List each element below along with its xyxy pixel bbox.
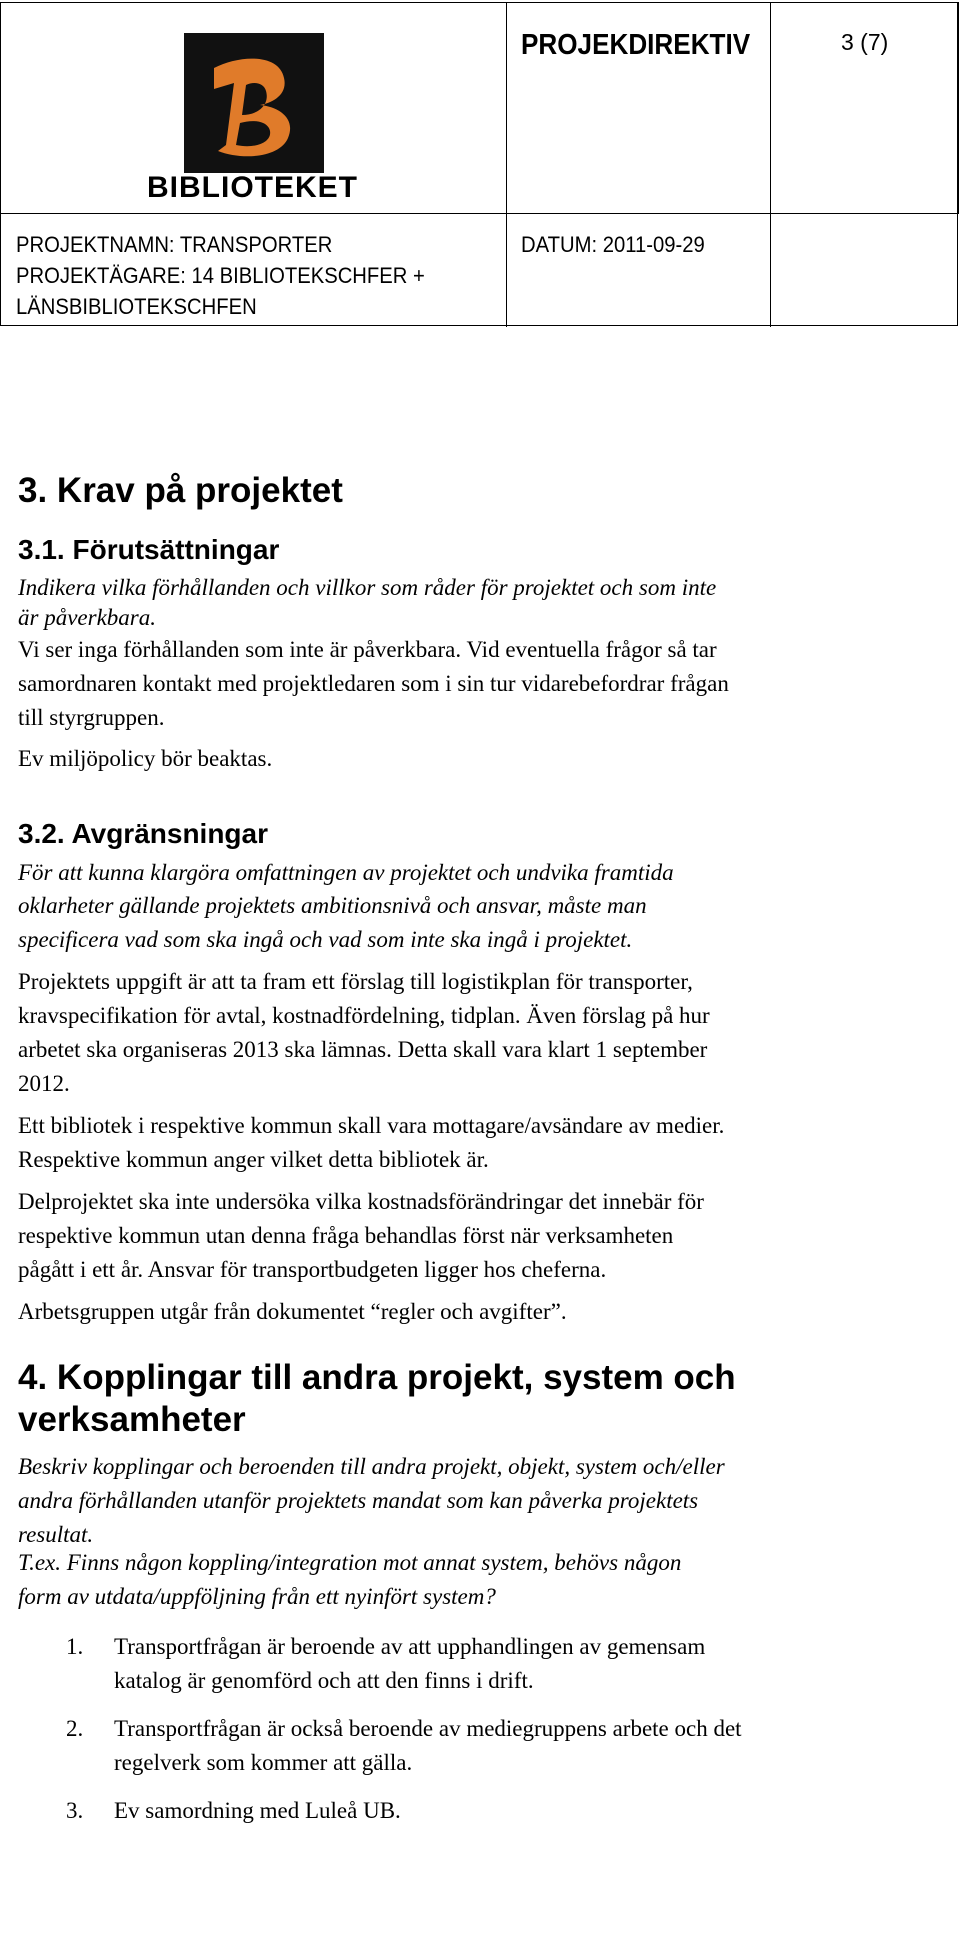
s32-instruction-line2: oklarheter gällande projektets ambitionsnivå och ansvar, måste man (18, 893, 647, 918)
doc-title-cell (506, 2, 771, 214)
list-item-line2: katalog är genomförd och att den finns i drift. (114, 1668, 534, 1693)
section-3-2-heading: 3.2. Avgränsningar (18, 818, 269, 849)
s32-para3-line1: Delprojektet ska inte undersöka vilka kostnadsförändringar det innebär för (18, 1189, 704, 1214)
list-item-line1: Transportfrågan är beroende av att upphandlingen av gemensam (114, 1634, 706, 1659)
s31-para1-line2: samordnaren kontakt med projektledaren som i sin tur vidarebefordrar frågan (18, 671, 729, 696)
s32-para1-line1: Projektets uppgift är att ta fram ett förslag till logistikplan för transporter, (18, 969, 693, 994)
list-item-line1: Transportfrågan är också beroende av mediegruppens arbete och det (114, 1716, 742, 1741)
s32-para4: Arbetsgruppen utgår från dokumentet “regler och avgifter”. (18, 1299, 567, 1324)
section-3-1-heading: 3.1. Förutsättningar (18, 534, 280, 565)
section-4-heading-line2: verksamheter (18, 1400, 246, 1439)
section-4-heading-line1: 4. Kopplingar till andra projekt, system och (18, 1358, 736, 1397)
s31-para1-line1: Vi ser inga förhållanden som inte är påverkbara. Vid eventuella frågor så tar (18, 637, 717, 662)
biblioteket-logo-mark (184, 33, 324, 173)
s32-instruction-line3: specificera vad som ska ingå och vad som inte ska ingå i projektet. (18, 927, 633, 952)
logo-cell (1, 3, 506, 213)
s32-instruction-line1: För att kunna klargöra omfattningen av projektet och undvika framtida (18, 860, 674, 885)
project-owner-line2: LÄNSBIBLIOTEKSCHFEN (16, 294, 257, 319)
page-indicator: 3 (7) (841, 29, 889, 55)
s4-instruction-line1: Beskriv kopplingar och beroenden till andra projekt, objekt, system och/eller (18, 1454, 725, 1479)
s32-para3-line3: pågått i ett år. Ansvar för transportbudgeten ligger hos cheferna. (18, 1257, 607, 1282)
s4-instruction-line5: form av utdata/uppföljning från ett nyinfört system? (18, 1584, 496, 1609)
list-item-number: 2. (66, 1716, 84, 1741)
s4-instruction-line3: resultat. (18, 1522, 94, 1547)
s31-para1-line3: till styrgruppen. (18, 705, 165, 730)
s32-para2-line2: Respektive kommun anger vilket detta bibliotek är. (18, 1147, 489, 1172)
b-letter-icon (184, 33, 324, 173)
list-item-line1: Ev samordning med Luleå UB. (114, 1798, 401, 1823)
project-name: PROJEKTNAMN: TRANSPORTER (16, 232, 333, 257)
s31-instruction-line2: är påverkbara. (18, 605, 156, 630)
s4-instruction-line2: andra förhållanden utanför projektets mandat som kan påverka projektets (18, 1488, 699, 1513)
s32-para2-line1: Ett bibliotek i respektive kommun skall vara mottagare/avsändare av medier. (18, 1113, 725, 1138)
document-header (0, 2, 958, 326)
section-3-heading: 3. Krav på projektet (18, 471, 343, 510)
document-date: DATUM: 2011-09-29 (521, 232, 705, 257)
s32-para1-line4: 2012. (18, 1071, 70, 1096)
s32-para1-line3: arbetet ska organiseras 2013 ska lämnas. Detta skall vara klart 1 september (18, 1037, 708, 1062)
s32-para3-line2: respektive kommun utan denna fråga behandlas först när verksamheten (18, 1223, 674, 1248)
list-item-number: 3. (66, 1798, 84, 1823)
project-owner-line1: PROJEKTÄGARE: 14 BIBLIOTEKSCHFER + (16, 263, 425, 288)
s32-para1-line2: kravspecifikation för avtal, kostnadfördelning, tidplan. Även förslag på hur (18, 1003, 710, 1028)
s4-instruction-line4: T.ex. Finns någon koppling/integration mot annat system, behövs någon (18, 1550, 682, 1575)
list-item-line2: regelverk som kommer att gälla. (114, 1750, 413, 1775)
s31-para2: Ev miljöpolicy bör beaktas. (18, 746, 273, 771)
logo-text: BIBLIOTEKET (147, 171, 358, 204)
s31-instruction-line1: Indikera vilka förhållanden och villkor som råder för projektet och som inte (18, 575, 717, 600)
list-item-number: 1. (66, 1634, 84, 1659)
doc-title: PROJEKDIREKTIV (521, 29, 751, 61)
blank-cell (770, 213, 959, 327)
date-cell (506, 213, 771, 327)
page-number-cell (770, 2, 959, 214)
project-info-cell (0, 213, 507, 327)
